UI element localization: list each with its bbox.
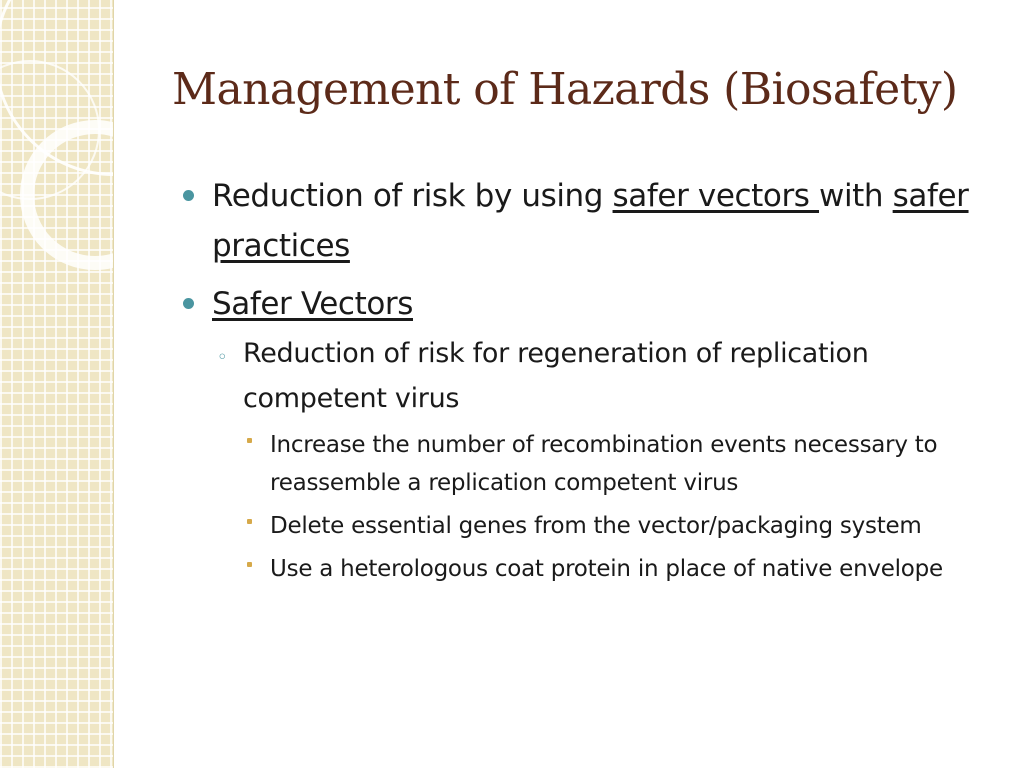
sub-sub-bullet-text: Delete essential genes from the vector/packaging system	[270, 513, 922, 539]
bullet-item	[180, 279, 1010, 329]
sub-bullet-item	[180, 331, 983, 421]
bullet-text-underlined: safer vectors	[612, 178, 820, 214]
sub-sub-bullet-item	[180, 550, 990, 588]
bullet-text-plain: with	[819, 178, 893, 214]
bullet-text-underlined: safer practices	[212, 178, 969, 264]
sub-sub-bullet-item	[180, 426, 990, 502]
bullet-dot-icon	[183, 298, 194, 309]
bullet-dot-icon	[183, 190, 194, 201]
square-bullet-icon	[247, 438, 252, 443]
slide-title: Management of Hazards (Biosafety)	[172, 64, 958, 115]
bullet-item	[180, 171, 1010, 271]
slide-content	[180, 171, 1010, 588]
hollow-circle-bullet-icon: ◦	[217, 347, 228, 368]
bullet-text-plain: Reduction of risk by using	[212, 178, 613, 214]
bullet-text-underlined: Safer Vectors	[212, 286, 413, 322]
sub-sub-bullet-text: Increase the number of recombination events necessary to reassemble a replication competent virus	[270, 432, 938, 496]
square-bullet-icon	[247, 519, 252, 524]
sub-sub-bullet-item	[180, 507, 990, 545]
square-bullet-icon	[247, 562, 252, 567]
sub-bullet-text: Reduction of risk for regeneration of replication competent virus	[243, 338, 869, 414]
sub-sub-bullet-text: Use a heterologous coat protein in place of native envelope	[270, 556, 943, 582]
decorative-side-band	[0, 0, 114, 768]
